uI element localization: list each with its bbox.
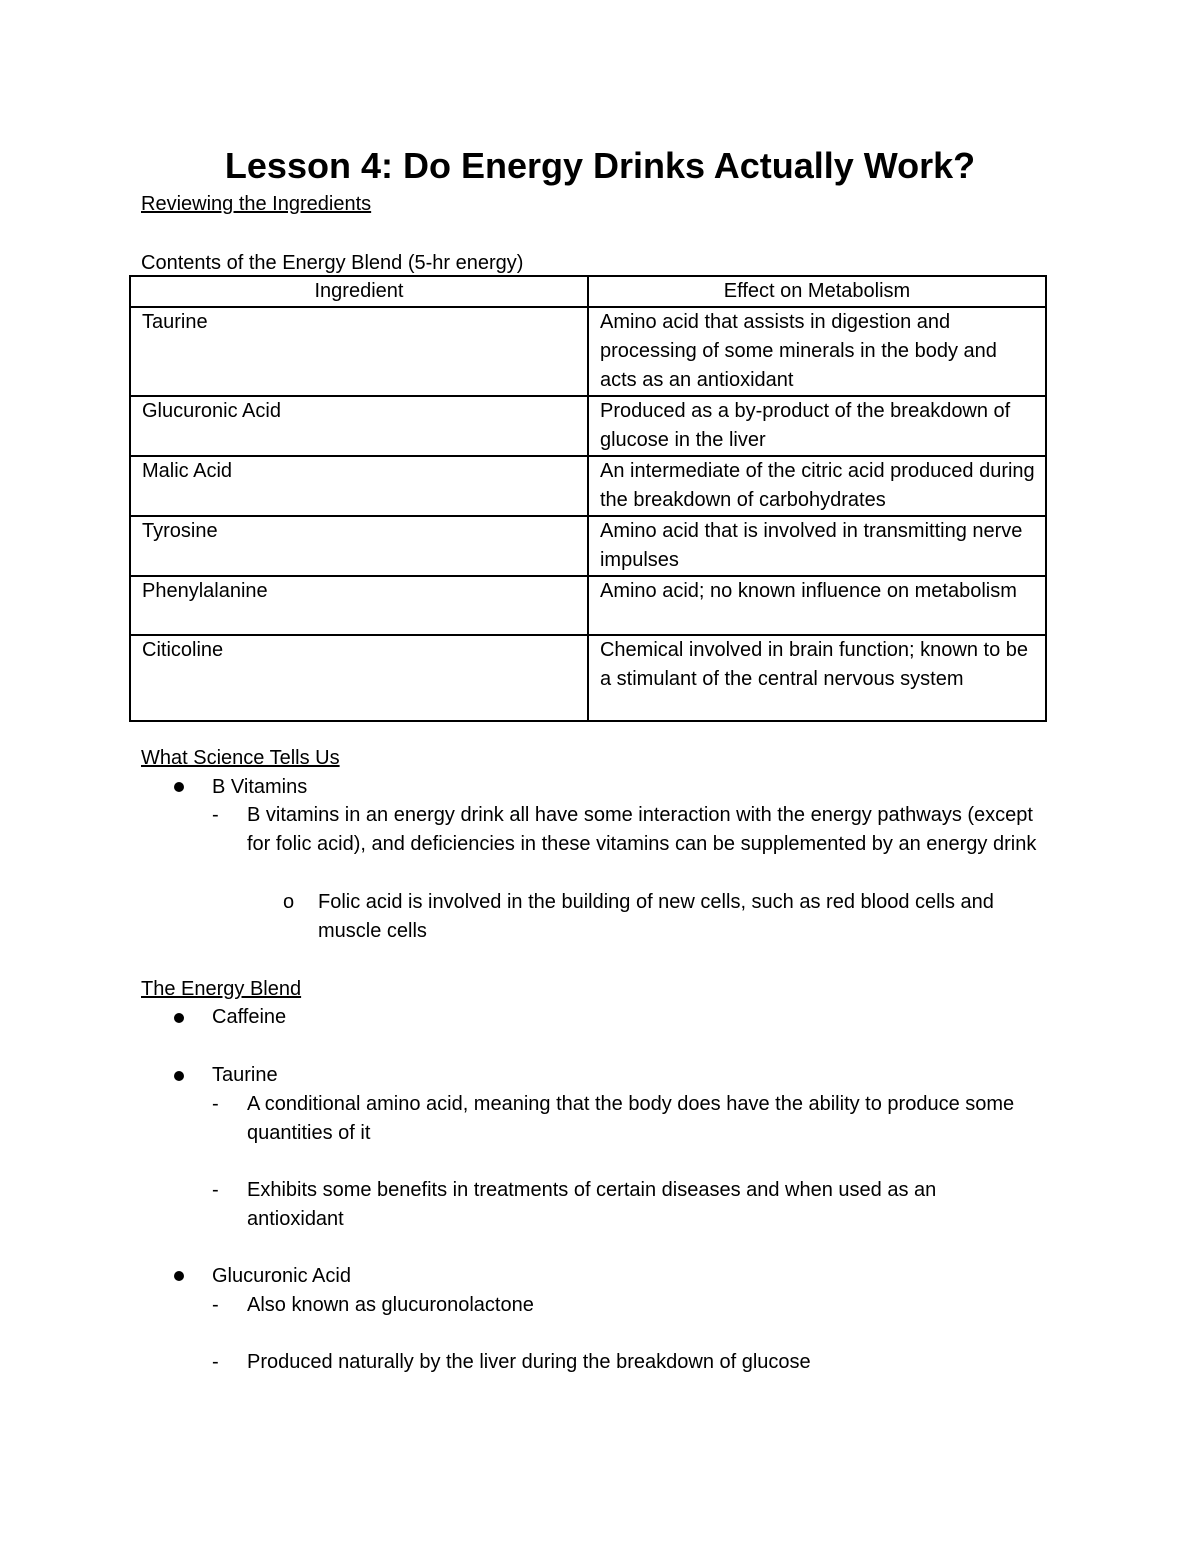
ingredient-cell: Phenylalanine: [130, 576, 588, 635]
bullet-icon: [174, 1071, 184, 1081]
section-heading-energy-blend: The Energy Blend: [141, 978, 302, 1000]
section-heading-science: What Science Tells Us: [141, 747, 340, 769]
effect-cell: Produced as a by-product of the breakdown of glucose in the liver: [588, 396, 1046, 456]
column-header-effect: Effect on Metabolism: [588, 276, 1046, 307]
table-row: [130, 396, 1046, 456]
dash-icon: -: [212, 1294, 219, 1316]
bullet-icon: [174, 1271, 184, 1281]
column-header-ingredient: Ingredient: [130, 276, 588, 307]
list-item-taurine-detail-1: A conditional amino acid, meaning that the body does have the ability to produce some quantities of it: [247, 1093, 1015, 1144]
list-item-glucuronic-detail-1: Also known as glucuronolactone: [247, 1294, 534, 1316]
list-item-b-vitamins-detail: B vitamins in an energy drink all have some interaction with the energy pathways (except for folic acid), and deficiencies in these vitamins can be supplemented by an energy drink: [247, 804, 1037, 855]
table-row: [130, 516, 1046, 576]
dash-icon: -: [212, 1093, 219, 1115]
list-item-taurine-detail-2: Exhibits some benefits in treatments of certain diseases and when used as an antioxidant: [247, 1179, 937, 1230]
table-row: [130, 576, 1046, 635]
effect-cell: Amino acid that assists in digestion and processing of some minerals in the body and acts as an antioxidant: [588, 307, 1046, 396]
list-item-caffeine: Caffeine: [212, 1006, 287, 1028]
effect-cell: Amino acid; no known influence on metabolism: [588, 576, 1046, 635]
ingredient-cell: Citicoline: [130, 635, 588, 721]
list-item-b-vitamins: B Vitamins: [212, 776, 308, 798]
list-item-taurine: Taurine: [212, 1064, 278, 1086]
section-heading-reviewing: Reviewing the Ingredients: [141, 193, 372, 215]
page-title: Lesson 4: Do Energy Drinks Actually Work?: [224, 145, 976, 186]
table-row: [130, 456, 1046, 516]
ingredient-cell: Tyrosine: [130, 516, 588, 576]
effect-cell: An intermediate of the citric acid produced during the breakdown of carbohydrates: [588, 456, 1046, 516]
list-item-glucuronic-acid: Glucuronic Acid: [212, 1265, 351, 1287]
ingredient-cell: Malic Acid: [130, 456, 588, 516]
dash-icon: -: [212, 1179, 219, 1201]
circle-bullet-icon: o: [283, 891, 295, 913]
table-row: [130, 635, 1046, 721]
table-caption: Contents of the Energy Blend (5-hr energy): [141, 252, 524, 274]
table-header-row: [130, 276, 1046, 307]
table-row: [130, 307, 1046, 396]
list-item-folic-acid: Folic acid is involved in the building of new cells, such as red blood cells and muscle cells: [318, 891, 994, 942]
dash-icon: -: [212, 804, 219, 826]
ingredient-cell: Glucuronic Acid: [130, 396, 588, 456]
ingredients-table: [129, 275, 1047, 722]
ingredient-cell: Taurine: [130, 307, 588, 396]
dash-icon: -: [212, 1351, 219, 1373]
effect-cell: Amino acid that is involved in transmitting nerve impulses: [588, 516, 1046, 576]
list-item-glucuronic-detail-2: Produced naturally by the liver during the breakdown of glucose: [247, 1351, 811, 1373]
effect-cell: Chemical involved in brain function; known to be a stimulant of the central nervous system: [588, 635, 1046, 721]
bullet-icon: [174, 782, 184, 792]
bullet-icon: [174, 1013, 184, 1023]
